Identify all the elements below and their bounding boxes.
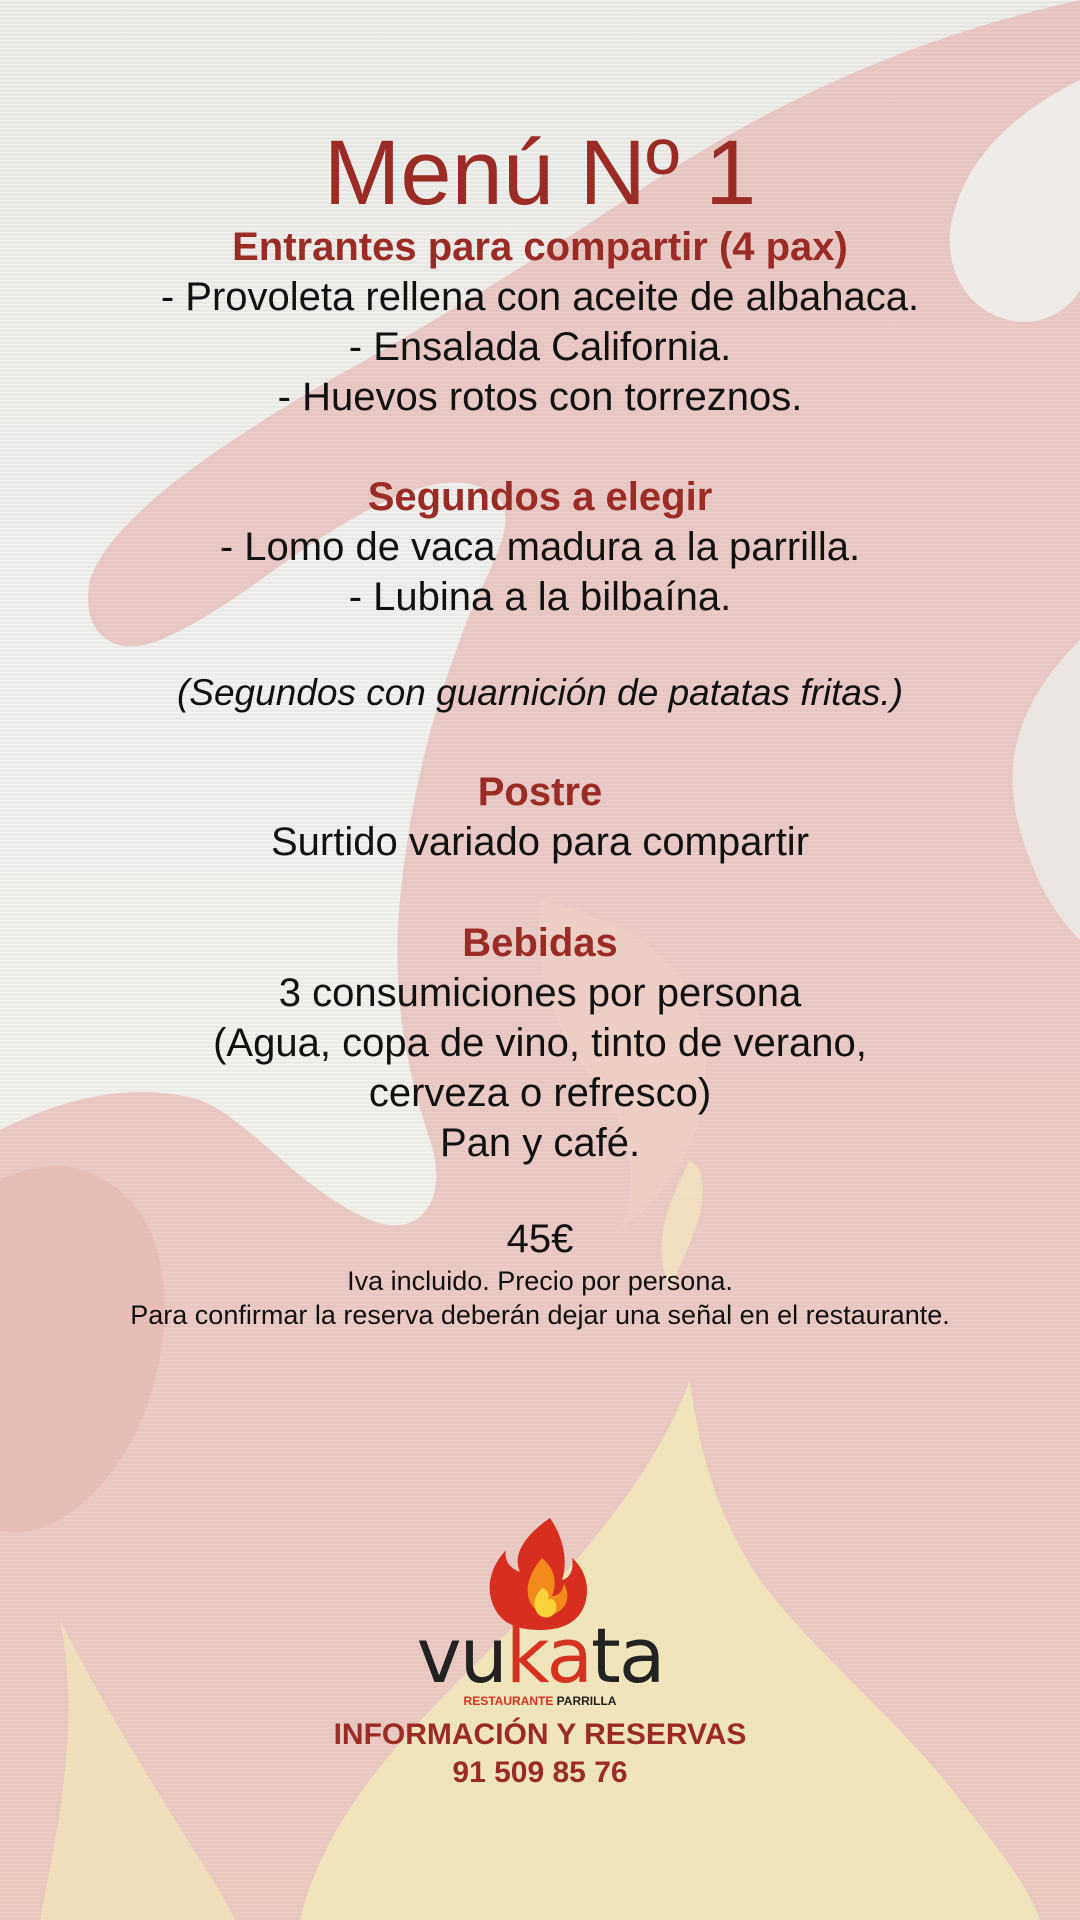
- mains-heading: Segundos a elegir: [367, 475, 713, 519]
- drinks-heading: Bebidas: [462, 921, 618, 965]
- phone-number[interactable]: 91 509 85 76: [452, 1756, 628, 1789]
- logo-text-ta: ta: [591, 1611, 664, 1700]
- dessert-heading: Postre: [477, 770, 603, 814]
- mains-section: [0, 472, 1080, 622]
- contact-block: [0, 1716, 1080, 1792]
- contact-label: INFORMACIÓN Y RESERVAS: [333, 1718, 747, 1751]
- starters-heading: Entrantes para compartir (4 pax): [232, 225, 848, 269]
- drinks-line: Pan y café.: [439, 1121, 641, 1165]
- price-section: [0, 1214, 1080, 1332]
- menu-item: - Huevos rotos con torreznos.: [277, 375, 803, 419]
- drinks-section: [0, 918, 1080, 1168]
- menu-item: - Lomo de vaca madura a la parrilla.: [219, 525, 861, 569]
- garnish-note: (Segundos con guarnición de patatas fritas.): [176, 672, 904, 713]
- menu-item: - Ensalada California.: [348, 325, 732, 369]
- starters-section: [0, 222, 1080, 422]
- drinks-line: (Agua, copa de vino, tinto de verano,: [213, 1021, 867, 1065]
- logo-tag-restaurante: RESTAURANTE: [463, 1694, 554, 1708]
- price-amount: 45€: [506, 1217, 574, 1261]
- menu-item: - Lubina a la bilbaína.: [348, 575, 732, 619]
- logo-text-ka: ka: [505, 1611, 592, 1700]
- logo-tag-parrilla: PARRILLA: [556, 1694, 617, 1708]
- logo-text-vu: vu: [416, 1611, 506, 1700]
- drinks-line: 3 consumiciones por persona: [278, 971, 802, 1015]
- dessert-section: [0, 767, 1080, 867]
- dessert-text: Surtido variado para compartir: [270, 820, 810, 864]
- mains-note-section: [0, 668, 1080, 718]
- drinks-line: cerveza o refresco): [368, 1071, 712, 1115]
- menu-title: Menú Nº 1: [323, 122, 757, 224]
- menu-item: - Provoleta rellena con aceite de albahaca.: [160, 275, 920, 319]
- vat-note: Iva incluido. Precio por persona.: [347, 1266, 733, 1296]
- vukata-logo: [400, 1510, 680, 1710]
- reservation-note: Para confirmar la reserva deberán dejar una señal en el restaurante.: [130, 1300, 950, 1330]
